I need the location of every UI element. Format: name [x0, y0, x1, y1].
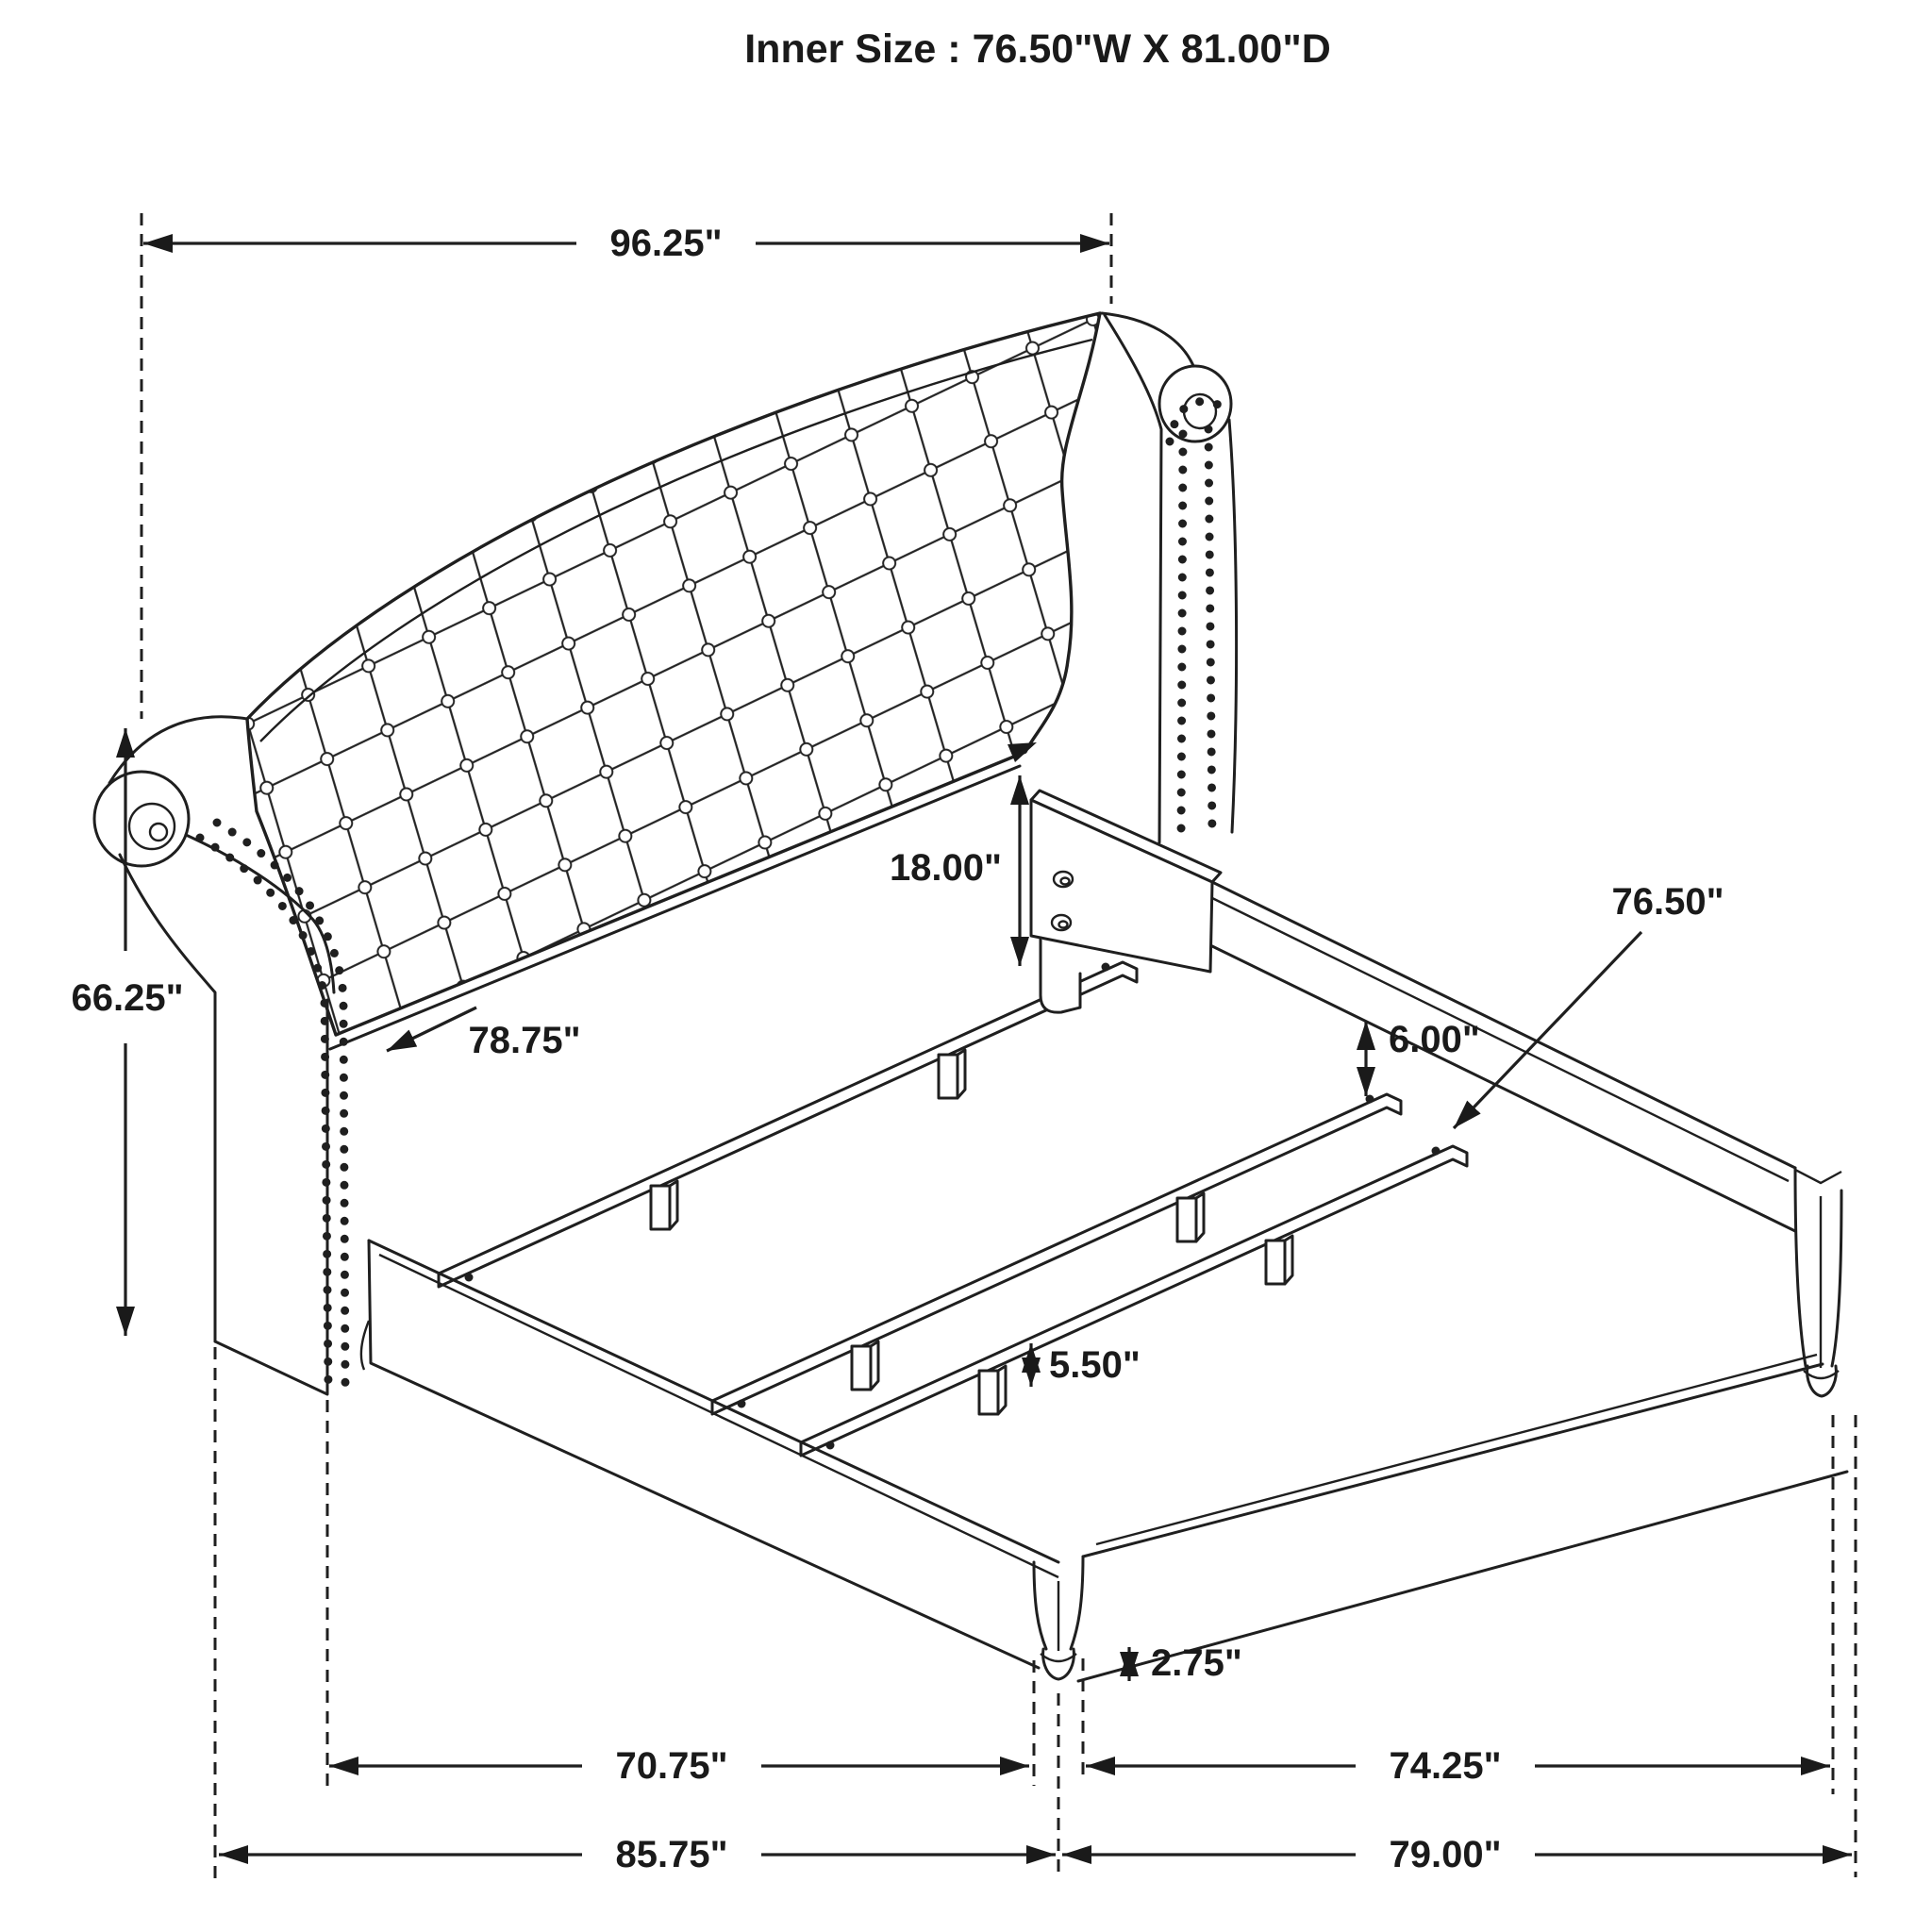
- headboard-width-label: 96.25": [609, 223, 723, 264]
- inner-width-label: 70.75": [615, 1745, 728, 1787]
- foot-height-label: 2.75": [1151, 1642, 1242, 1684]
- right-side-rail: [1212, 882, 1795, 1231]
- dim-outer-width: [219, 1834, 1056, 1875]
- dim-inner-depth: [1086, 1745, 1830, 1787]
- dim-outer-depth: [1062, 1834, 1852, 1875]
- outer-depth-label: 79.00": [1389, 1834, 1502, 1875]
- dim-slat-leg-height: [1031, 1343, 1141, 1387]
- right-corner-foot: [1795, 1168, 1841, 1396]
- front-corner-foot: [1034, 1557, 1083, 1679]
- headboard-height-label: 66.25": [71, 977, 184, 1019]
- dim-inner-width: [329, 1745, 1029, 1787]
- headboard-lower-width-label: 78.75": [468, 1020, 581, 1061]
- footboard-rail: [1078, 1355, 1847, 1681]
- headboard-bracket-plate: [1031, 791, 1221, 1012]
- slat-leg-height-label: 5.50": [1049, 1344, 1141, 1386]
- dim-slat-length: [1454, 881, 1724, 1128]
- slat-rear: [439, 962, 1137, 1287]
- right-scroll-post: [1102, 313, 1237, 842]
- right-nailhead-trim: [1170, 402, 1221, 840]
- dim-headboard-lower-width: [387, 1008, 581, 1061]
- diagram-title: Inner Size : 76.50"W X 81.00"D: [744, 26, 1331, 72]
- rail-to-slat-label: 6.00": [1389, 1019, 1480, 1060]
- outer-width-label: 85.75": [615, 1834, 728, 1875]
- dim-headboard-width: [143, 223, 1109, 264]
- headboard-tufted-panel: [247, 313, 1100, 1049]
- left-scroll-face: [94, 772, 189, 866]
- panel-to-rail-label: 18.00": [889, 847, 1002, 889]
- slat-length-label: 76.50": [1611, 881, 1724, 923]
- slat-front: [801, 1146, 1467, 1456]
- inner-depth-label: 74.25": [1389, 1745, 1502, 1787]
